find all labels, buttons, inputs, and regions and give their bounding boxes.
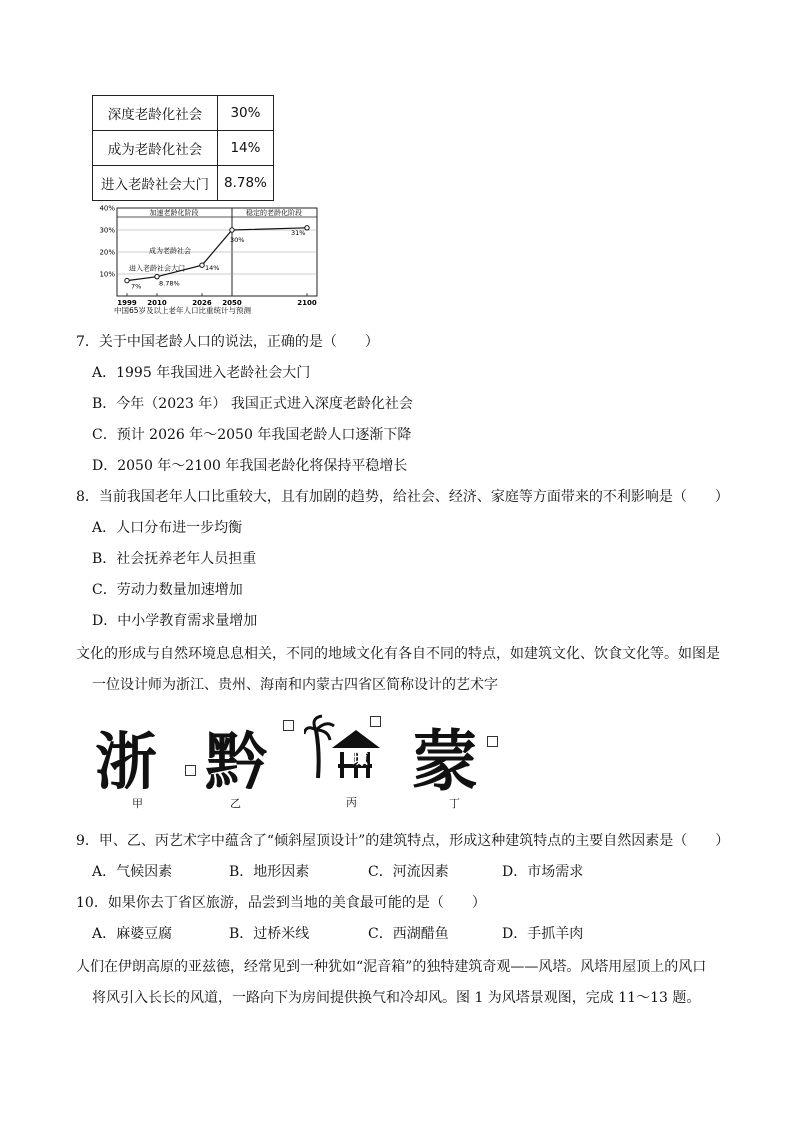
aging-population-chart xyxy=(92,200,332,325)
passage2-line2: 将风引入长长的风道，一路向下为房间提供换气和冷却风。图 1 为风塔景观图，完成 11～13 题。 xyxy=(92,990,701,1006)
art-caption: 乙 xyxy=(230,797,241,810)
y-tick-label: 40% xyxy=(99,204,115,213)
q7-stem: 7．关于中国老龄人口的说法，正确的是（ ） xyxy=(76,334,379,350)
chart-annotation: 进入老龄社会大门 xyxy=(129,264,185,273)
x-tick-label: 2026 xyxy=(192,299,212,307)
data-point xyxy=(200,263,204,267)
x-tick-label: 2050 xyxy=(222,299,242,307)
data-point xyxy=(125,278,129,282)
table-cell-value: 8.78% xyxy=(218,166,274,201)
q7-option-a: A．1995 年我国进入老龄社会大门 xyxy=(92,365,311,381)
y-tick-label: 30% xyxy=(99,226,115,235)
passage1-line1: 文化的形成与自然环境息息相关，不同的地域文化有各自不同的特点，如建筑文化、饮食文化等。如图是 xyxy=(76,646,720,662)
art-caption: 甲 xyxy=(132,797,143,810)
passage1-line2: 一位设计师为浙江、贵州、海南和内蒙古四省区简称设计的艺术字 xyxy=(92,677,498,693)
q7-option-d: D．2050 年～2100 年我国老龄化将保持平稳增长 xyxy=(92,458,408,474)
q10-option-a: A．麻婆豆腐 xyxy=(92,926,173,942)
data-label: 30% xyxy=(230,236,245,244)
q9-option-b: B．地形因素 xyxy=(229,864,310,880)
seal-stamp xyxy=(185,765,196,776)
q9-option-a: A．气候因素 xyxy=(92,864,173,880)
q10-option-b: B．过桥米线 xyxy=(229,926,310,942)
data-label: 31% xyxy=(291,228,306,237)
art-glyph: 浙 xyxy=(95,725,156,798)
data-point xyxy=(230,228,234,232)
y-tick-label: 10% xyxy=(99,270,115,279)
table-cell-label: 成为老龄化社会 xyxy=(93,131,218,166)
art-glyph: 蒙 xyxy=(412,722,478,800)
table-row xyxy=(93,131,274,166)
art-glyph: 琼 xyxy=(352,749,369,768)
q9-stem: 9．甲、乙、丙艺术字中蕴含了“倾斜屋顶设计”的建筑特点，形成这种建筑特点的主要自然因素是（ ） xyxy=(76,833,730,849)
data-label: 14% xyxy=(205,264,220,273)
table-row xyxy=(93,166,274,201)
x-tick-label: 2100 xyxy=(297,299,317,307)
phase-label: 稳定的老龄化阶段 xyxy=(246,209,302,217)
passage2-line1: 人们在伊朗高原的亚兹德，经常见到一种犹如“泥音箱”的独特建筑奇观——风塔。风塔用屋顶上的风口 xyxy=(76,959,707,975)
q7-option-c: C．预计 2026 年～2050 年我国老龄人口逐渐下降 xyxy=(92,427,412,443)
seal-stamp xyxy=(487,736,498,747)
seal-stamp xyxy=(370,716,381,727)
seal-stamp xyxy=(283,720,294,731)
y-tick-label: 20% xyxy=(99,248,115,257)
table-cell-value: 30% xyxy=(218,96,274,131)
data-label: 7% xyxy=(131,282,142,291)
q9-option-d: D．市场需求 xyxy=(502,864,584,880)
art-caption: 丁 xyxy=(449,797,460,810)
table-cell-label: 深度老龄化社会 xyxy=(93,96,218,131)
phase-label: 加速老龄化阶段 xyxy=(149,209,199,217)
q9-option-c: C．河流因素 xyxy=(368,864,449,880)
chart-title: 中国65岁及以上老年人口比重统计与预测 xyxy=(114,306,252,315)
chart-annotation: 成为老龄社会 xyxy=(149,247,191,256)
q8-option-d: D．中小学教育需求量增加 xyxy=(92,613,258,629)
q10-option-d: D．手抓羊肉 xyxy=(502,926,584,942)
q7-option-b: B．今年（2023 年） 我国正式进入深度老龄化社会 xyxy=(92,396,413,412)
art-glyph: 黔 xyxy=(205,725,268,798)
data-point xyxy=(305,226,309,230)
table-cell-value: 14% xyxy=(218,131,274,166)
aging-ratio-table xyxy=(92,95,274,201)
x-tick-label: 1999 xyxy=(117,299,137,307)
q8-stem: 8．当前我国老年人口比重较大，且有加剧的趋势，给社会、经济、家庭等方面带来的不利影响是（ ） xyxy=(76,489,729,505)
q10-option-c: C．西湖醋鱼 xyxy=(368,926,449,942)
q8-option-c: C．劳动力数量加速增加 xyxy=(92,582,243,598)
data-point xyxy=(155,274,159,278)
table-cell-label: 进入老龄社会大门 xyxy=(93,166,218,201)
q8-option-a: A．人口分布进一步均衡 xyxy=(92,520,243,536)
art-caption: 丙 xyxy=(346,796,357,809)
table-row xyxy=(93,96,274,131)
x-tick-label: 2010 xyxy=(147,299,167,307)
data-label: 8.78% xyxy=(159,279,180,288)
q10-stem: 10．如果你去丁省区旅游，品尝到当地的美食最可能的是（ ） xyxy=(76,895,486,911)
q8-option-b: B．社会抚养老年人员担重 xyxy=(92,551,257,567)
